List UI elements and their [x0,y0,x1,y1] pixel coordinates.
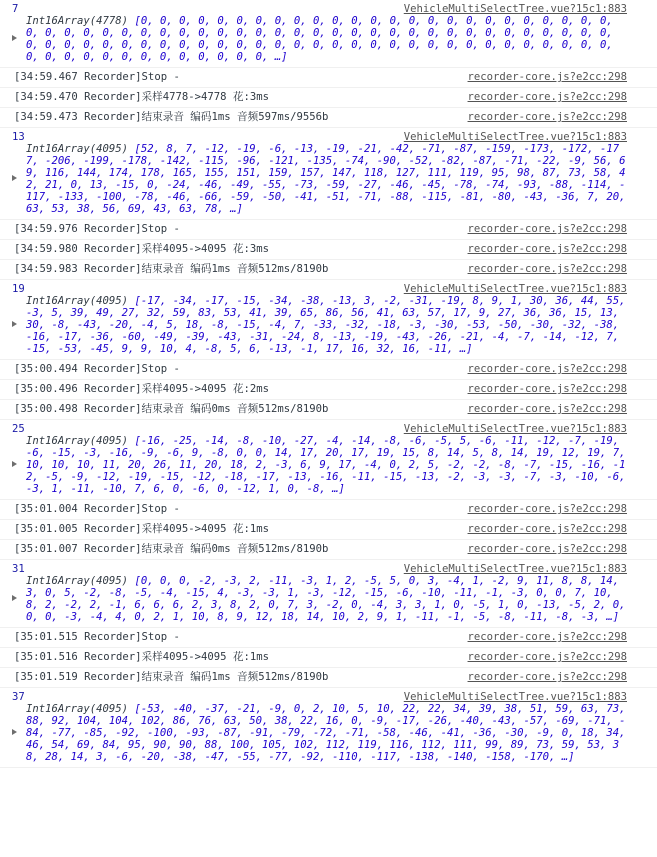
source-link[interactable]: recorder-core.js?e2cc:298 [467,631,627,643]
console-log-message [0,380,657,400]
console-array-message [0,420,657,500]
console-log-message [0,260,657,280]
expand-arrow-icon[interactable] [12,143,22,215]
log-text: [35:00.498 Recorder]结束录音 编码0ms 音频512ms/8190b [14,403,329,415]
array-values: [-16, -25, -14, -8, -10, -27, -4, -14, -8, -6, -5, 5, -6, -11, -12, -7, -19, -6, -15, -3, -16, -9, -6, 9, -8, 0, 0, 14, 17, 20, 17, 19, 15, 8, 14, 5, 8, 14, 19, 12, 19, 7, 10, 10, 10, 11, 20, 26, 11, 20, 18, 2, -3, 6, 9, 17, -4, 0, 2, 5, -2, -2, -8, -7, -15, -16, -12, -5, -9, -12, -19, -15, -12, -18, -17, -13, -16, -11, -15, -13, -2, -3, -3, -7, -3, -10, -6, -3, 1, -11, -10, 7, 6, 0, -6, 0, -12, 1, 0, -8, …] [26,435,626,495]
console-array-message [0,560,657,628]
source-link[interactable]: VehicleMultiSelectTree.vue?15c1:883 [403,691,627,703]
source-link[interactable]: recorder-core.js?e2cc:298 [467,223,627,235]
log-text: [35:01.005 Recorder]采样4095->4095 花:1ms [14,523,270,535]
source-link[interactable]: recorder-core.js?e2cc:298 [467,523,627,535]
array-values: [52, 8, 7, -12, -19, -6, -13, -19, -21, -42, -71, -87, -159, -173, -172, -177, -206, -199, -178, -142, -115, -96, -121, -135, -74, -90, -52, -82, -87, -71, -22, -9, 56, 69, 116, 144, 174, 178, 165, 155, 151, 159, 157, 147, 118, 127, 111, 119, 95, 98, 87, 73, 58, 42, 21, 0, 13, -15, 0, -24, -46, -49, -55, -73, -59, -27, -46, -45, -78, -74, -93, -88, -114, -117, -133, -100, -78, -46, -66, -59, -50, -41, -51, -71, -88, -115, -81, -80, -43, -36, 7, 20, 63, 53, 38, 56, 69, 43, 63, 78, …] [26,143,626,215]
repeat-count: 7 [12,3,19,15]
array-preview[interactable] [12,703,627,763]
log-text: [35:01.007 Recorder]结束录音 编码0ms 音频512ms/8190b [14,543,329,555]
source-link[interactable]: recorder-core.js?e2cc:298 [467,243,627,255]
log-text: [34:59.470 Recorder]采样4778->4778 花:3ms [14,91,270,103]
repeat-count: 13 [12,131,25,143]
source-link[interactable]: VehicleMultiSelectTree.vue?15c1:883 [403,3,627,15]
expand-arrow-icon[interactable] [12,435,22,495]
array-type: Int16Array(4095) [26,143,129,155]
array-preview[interactable] [12,575,627,623]
source-link[interactable]: recorder-core.js?e2cc:298 [467,671,627,683]
log-text: [35:00.496 Recorder]采样4095->4095 花:2ms [14,383,270,395]
array-type: Int16Array(4095) [26,703,129,715]
array-preview[interactable] [12,295,627,355]
source-link[interactable]: recorder-core.js?e2cc:298 [467,403,627,415]
log-text: [35:01.004 Recorder]Stop - [14,503,180,515]
source-link[interactable]: VehicleMultiSelectTree.vue?15c1:883 [403,563,627,575]
console-log-message [0,648,657,668]
console-log-message [0,520,657,540]
source-link[interactable]: recorder-core.js?e2cc:298 [467,543,627,555]
log-text: [35:00.494 Recorder]Stop - [14,363,180,375]
array-type: Int16Array(4095) [26,435,129,447]
source-link[interactable]: recorder-core.js?e2cc:298 [467,71,627,83]
expand-arrow-icon[interactable] [12,295,22,355]
source-link[interactable]: recorder-core.js?e2cc:298 [467,111,627,123]
console-log-message [0,668,657,688]
array-type: Int16Array(4095) [26,295,129,307]
array-values: [0, 0, 0, -2, -3, 2, -11, -3, 1, 2, -5, 5, 0, 3, -4, 1, -2, 9, 11, 8, 8, 14, 3, 0, 5, -2, -8, -5, -4, -15, 4, -3, -3, 1, -3, -12, -15, -6, -10, -11, -1, -3, 0, 0, 7, 10, 8, 2, -2, 2, -1, 6, 6, 6, 2, 3, 8, 2, 0, 7, 3, -2, 0, -4, 3, 3, 1, 0, -5, 1, 0, -13, -5, 2, 0, 0, 0, -3, -4, 4, 0, 2, 1, 10, 8, 9, 12, 18, 14, 10, 2, 9, 1, -11, -1, -5, -8, -11, -8, -3, …] [26,575,626,623]
array-preview[interactable] [12,435,627,495]
source-link[interactable]: recorder-core.js?e2cc:298 [467,651,627,663]
log-text: [35:01.515 Recorder]Stop - [14,631,180,643]
console-log-message [0,220,657,240]
log-text: [35:01.519 Recorder]结束录音 编码1ms 音频512ms/8190b [14,671,329,683]
source-link[interactable]: VehicleMultiSelectTree.vue?15c1:883 [403,283,627,295]
source-link[interactable]: VehicleMultiSelectTree.vue?15c1:883 [403,131,627,143]
expand-arrow-icon[interactable] [12,703,22,763]
repeat-count: 37 [12,691,25,703]
array-preview[interactable] [12,143,627,215]
log-text: [34:59.980 Recorder]采样4095->4095 花:3ms [14,243,270,255]
repeat-count: 31 [12,563,25,575]
console-array-message [0,0,657,68]
console-log-message [0,240,657,260]
log-text: [34:59.983 Recorder]结束录音 编码1ms 音频512ms/8190b [14,263,329,275]
console-log-message [0,628,657,648]
array-type: Int16Array(4095) [26,575,129,587]
array-type: Int16Array(4778) [26,15,129,27]
console-log-message [0,500,657,520]
array-values: [-17, -34, -17, -15, -34, -38, -13, 3, -2, -31, -19, 8, 9, 1, 30, 36, 44, 55, -3, 5, 39, 49, 27, 32, 59, 83, 53, 41, 39, 65, 86, 56, 41, 63, 57, 17, 9, 27, 36, 36, 15, 13, 30, -8, -43, -20, -4, 5, 18, -8, -15, -4, 7, -33, -32, -18, -3, -30, -53, -50, -30, -32, -38, -16, -17, -36, -60, -49, -39, -43, -31, -24, 8, -13, -19, -43, -26, -21, -4, -7, -14, -12, 7, -15, -53, -45, 9, 9, 10, 4, -8, 5, 6, -13, -1, 17, 16, 32, 16, -11, …] [26,295,626,355]
array-values: [0, 0, 0, 0, 0, 0, 0, 0, 0, 0, 0, 0, 0, 0, 0, 0, 0, 0, 0, 0, 0, 0, 0, 0, 0, 0, 0, 0, 0, 0, 0, 0, 0, 0, 0, 0, 0, 0, 0, 0, 0, 0, 0, 0, 0, 0, 0, 0, 0, 0, 0, 0, 0, 0, 0, 0, 0, 0, 0, 0, 0, 0, 0, 0, 0, 0, 0, 0, 0, 0, 0, 0, 0, 0, 0, 0, 0, 0, 0, 0, 0, 0, 0, 0, 0, 0, 0, 0, 0, 0, 0, 0, 0, 0, 0, 0, 0, 0, 0, 0, …] [26,15,613,63]
console-log-message [0,400,657,420]
console-array-message [0,280,657,360]
console-log-message [0,360,657,380]
source-link[interactable]: recorder-core.js?e2cc:298 [467,91,627,103]
log-text: [34:59.976 Recorder]Stop - [14,223,180,235]
console-log-message [0,68,657,88]
console-array-message [0,128,657,220]
repeat-count: 19 [12,283,25,295]
console-log-message [0,88,657,108]
source-link[interactable]: recorder-core.js?e2cc:298 [467,263,627,275]
console-log-message [0,108,657,128]
source-link[interactable]: recorder-core.js?e2cc:298 [467,383,627,395]
array-values: [-53, -40, -37, -21, -9, 0, 2, 10, 5, 10, 22, 22, 34, 39, 38, 51, 59, 63, 73, 88, 92, 104, 104, 102, 86, 76, 63, 50, 38, 22, 16, 0, -9, -17, -26, -40, -43, -57, -69, -71, -84, -77, -85, -92, -100, -93, -87, -91, -79, -72, -71, -58, -46, -41, -36, -30, -9, 0, 18, 34, 46, 54, 69, 84, 95, 90, 90, 88, 100, 105, 102, 112, 119, 116, 112, 111, 99, 89, 73, 59, 53, 38, 28, 14, 3, -6, -20, -38, -47, -55, -77, -92, -110, -117, -138, -140, -158, -170, …] [26,703,626,763]
source-link[interactable]: recorder-core.js?e2cc:298 [467,503,627,515]
source-link[interactable]: recorder-core.js?e2cc:298 [467,363,627,375]
repeat-count: 25 [12,423,25,435]
array-preview[interactable] [12,15,627,63]
expand-arrow-icon[interactable] [12,15,22,63]
log-text: [34:59.467 Recorder]Stop - [14,71,180,83]
log-text: [34:59.473 Recorder]结束录音 编码1ms 音频597ms/9556b [14,111,329,123]
source-link[interactable]: VehicleMultiSelectTree.vue?15c1:883 [403,423,627,435]
expand-arrow-icon[interactable] [12,575,22,623]
log-text: [35:01.516 Recorder]采样4095->4095 花:1ms [14,651,270,663]
console-log-message [0,540,657,560]
console-array-message [0,688,657,768]
